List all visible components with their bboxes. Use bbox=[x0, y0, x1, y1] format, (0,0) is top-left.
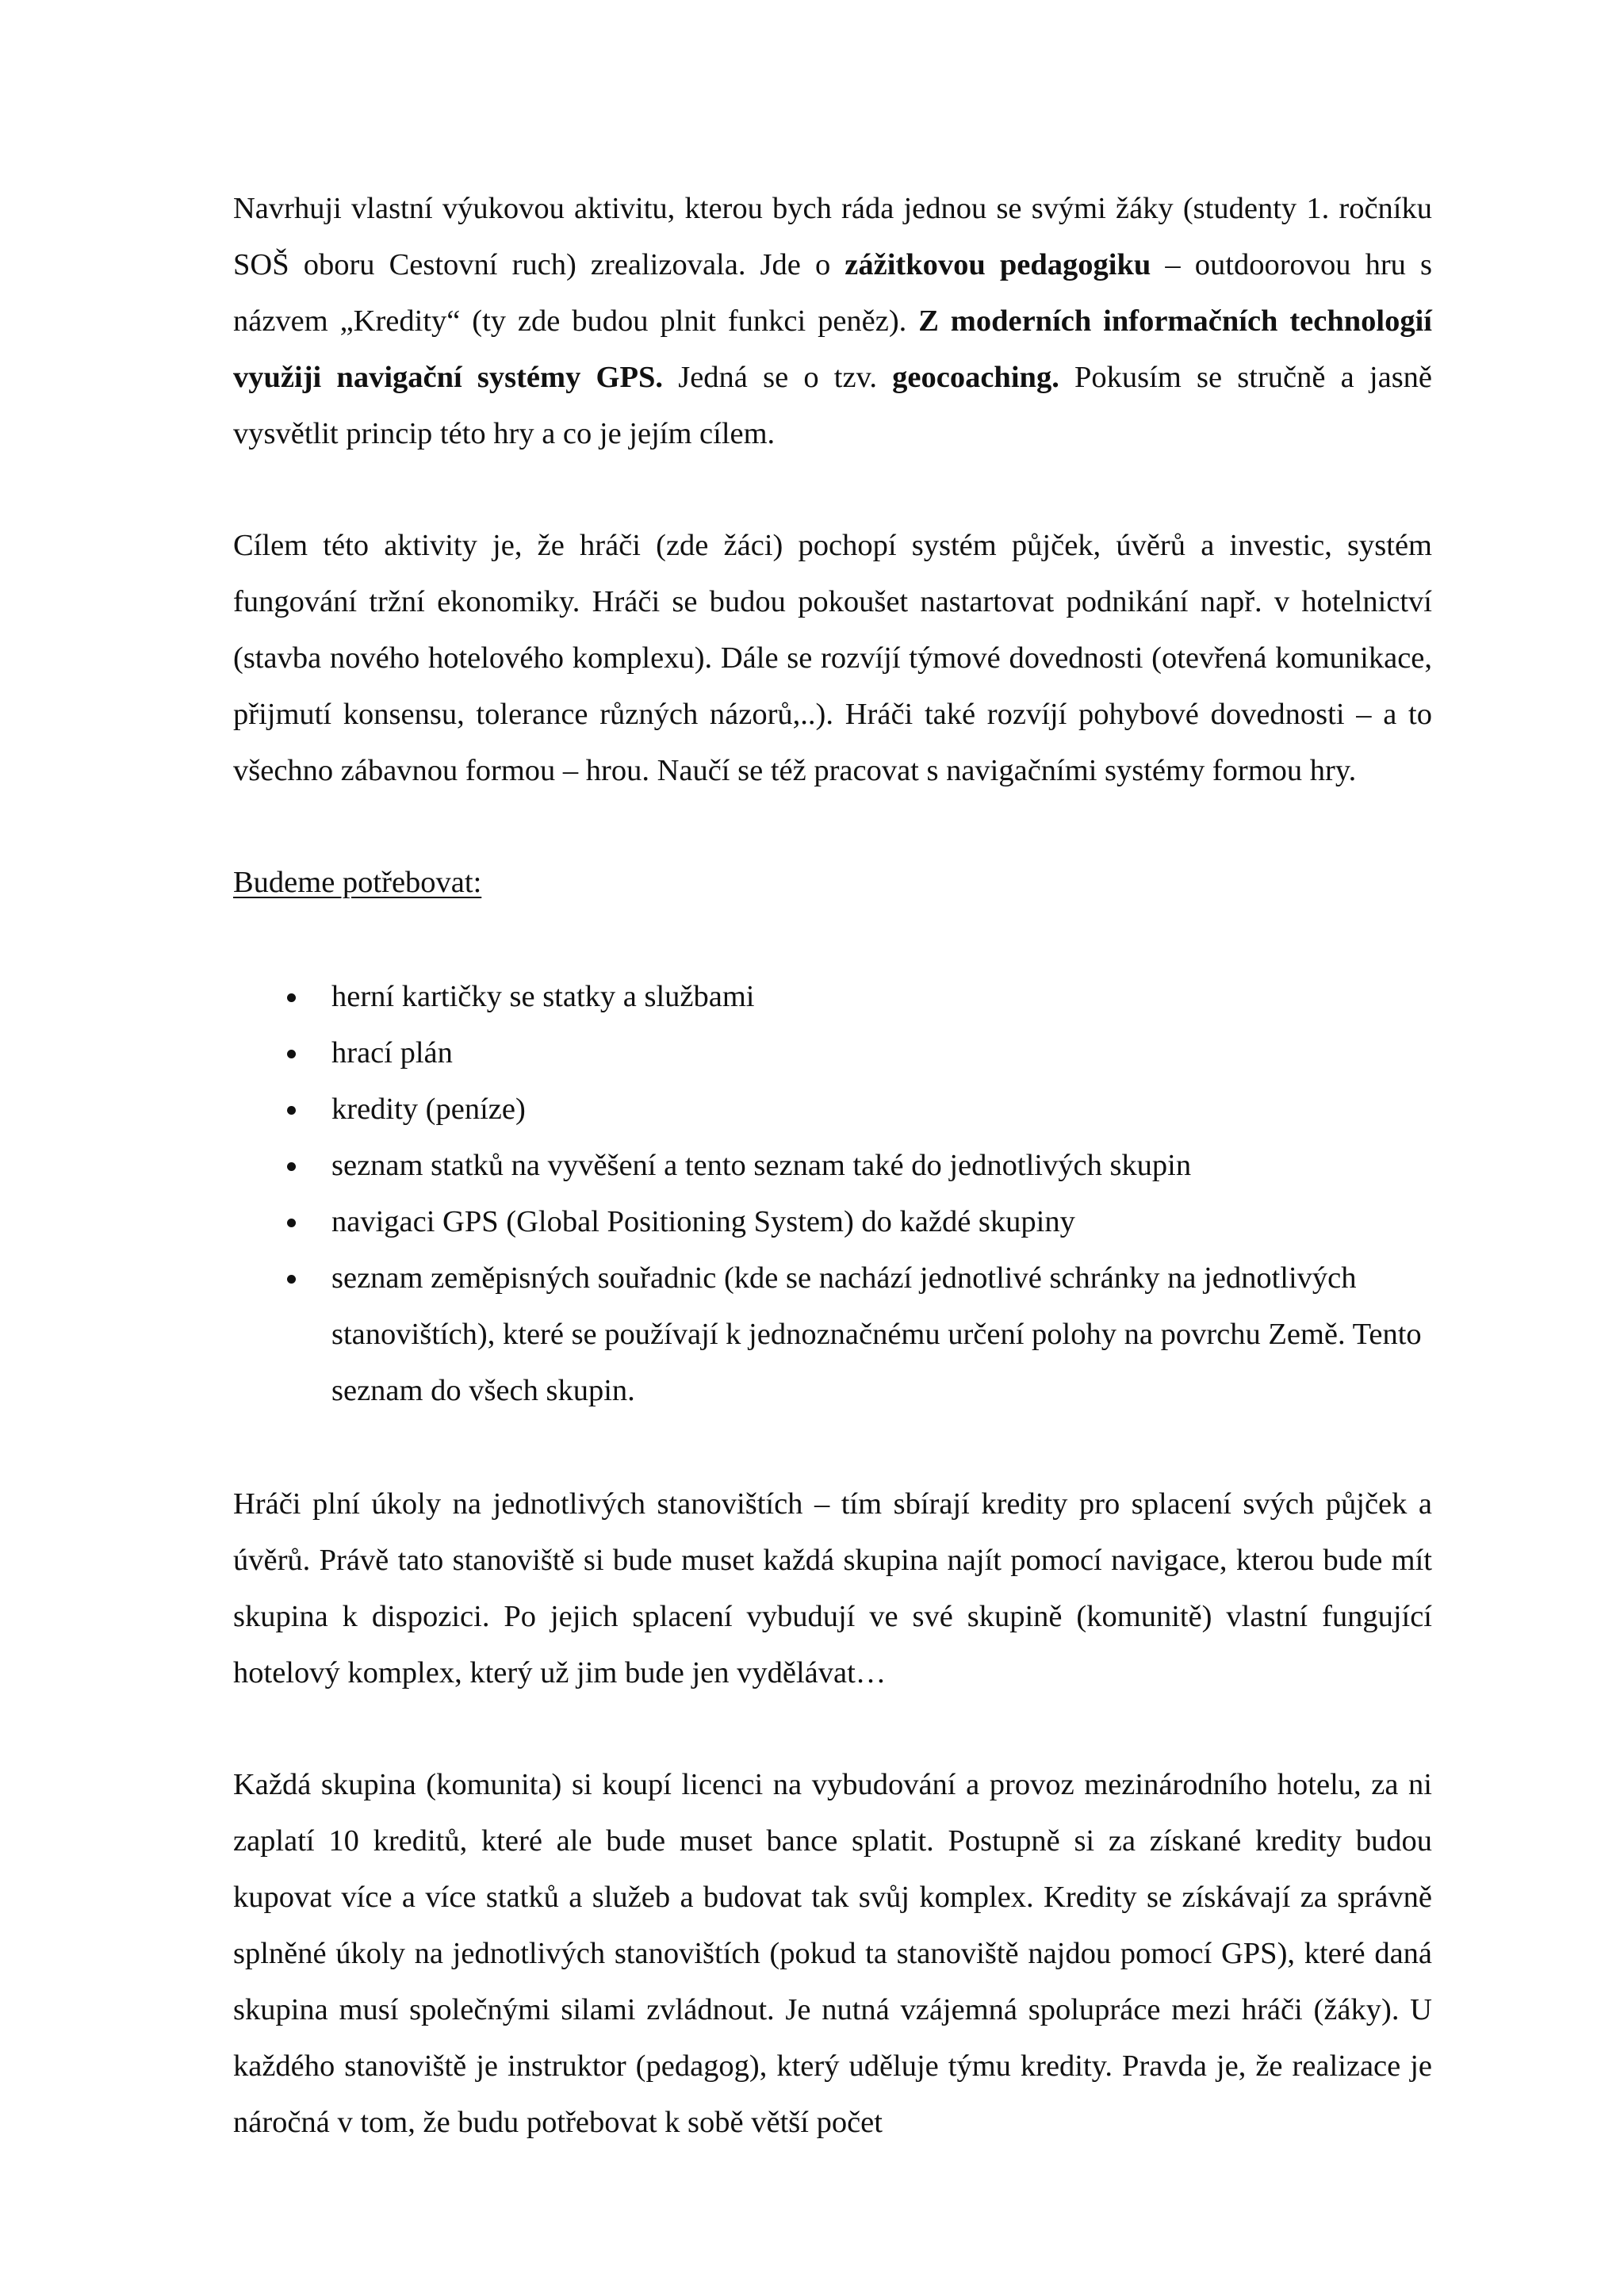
intro-bold-experiential-pedagogy: zážitkovou pedagogiku bbox=[845, 248, 1151, 281]
list-item-text: navigaci GPS (Global Positioning System) do každé skupiny bbox=[331, 1205, 1075, 1238]
intro-text-2: – outdoorovou hru s názvem „Kredity“ (ty zde budou plnit funkci peněz). bbox=[233, 248, 1432, 338]
list-item-text: hrací plán bbox=[331, 1036, 453, 1070]
bullet-icon bbox=[287, 993, 296, 1002]
list-item bbox=[233, 1138, 1432, 1194]
list-item bbox=[233, 969, 1432, 1025]
bullet-icon bbox=[287, 1162, 296, 1171]
paragraph-intro bbox=[233, 181, 1432, 462]
bullet-icon bbox=[287, 1275, 296, 1284]
paragraph-tasks: Hráči plní úkoly na jednotlivých stanovištích – tím sbírají kredity pro splacení svých půjček a úvěrů. Právě tato stanoviště si bude muset každá skupina najít pomocí navigace, kterou bude mít skupina k dispozici. Po jejich splacení vybudují ve své skupině (komunitě) vlastní fungující hotelový komplex, který už jim bude jen vydělávat… bbox=[233, 1487, 1432, 1689]
intro-bold-gps-technology: Z moderních informačních technologií využiji navigační systémy GPS. bbox=[233, 304, 1432, 394]
bullet-icon bbox=[287, 1219, 296, 1227]
list-item-text: seznam zeměpisných souřadnic (kde se nachází jednotlivé schránky na jednotlivých stanovištích), které se používají k jednoznačnému určení polohy na povrchu Země. Tento seznam do všech skupin. bbox=[331, 1261, 1422, 1407]
needs-heading-text: Budeme potřebovat: bbox=[233, 866, 482, 899]
paragraph-licence: Každá skupina (komunita) si koupí licenci na vybudování a provoz mezinárodního hotelu, za ni zaplatí 10 kreditů, které ale bude muset bance splatit. Postupně si za získané kredity budou kupovat více a více statků a služeb a budovat tak svůj komplex. Kredity se získávají za správně splněné úkoly na jednotlivých stanovištích (pokud ta stanoviště najdou pomocí GPS), které daná skupina musí společnými silami zvládnout. Je nutná vzájemná spolupráce mezi hráči (žáky). U každého stanoviště je instruktor (pedagog), který uděluje týmu kredity. Pravda je, že realizace je náročná v tom, že budu potřebovat k sobě větší počet bbox=[233, 1768, 1432, 2139]
list-item bbox=[233, 1194, 1432, 1250]
paragraph-goal: Cílem této aktivity je, že hráči (zde žáci) pochopí systém půjček, úvěrů a investic, systém fungování tržní ekonomiky. Hráči se budou pokoušet nastartovat podnikání např. v hotelnictví (stavba nového hotelového komplexu). Dále se rozvíjí týmové dovednosti (otevřená komunikace, přijmutí konsensu, tolerance různých názorů,..). Hráči také rozvíjí pohybové dovednosti – a to všechno zábavnou formou – hrou. Naučí se též pracovat s navigačními systémy formou hry. bbox=[233, 529, 1432, 787]
list-item-text: herní kartičky se statky a službami bbox=[331, 980, 755, 1013]
intro-text-4: Pokusím se stručně a jasně vysvětlit princip této hry a co je jejím cílem. bbox=[233, 361, 1433, 450]
bullet-icon bbox=[287, 1050, 296, 1058]
intro-text-3: Jedná se o tzv. bbox=[663, 361, 893, 394]
list-item bbox=[233, 1081, 1432, 1138]
needs-list bbox=[233, 969, 1432, 1419]
intro-bold-geocoaching: geocoaching. bbox=[892, 361, 1059, 394]
bullet-icon bbox=[287, 1106, 296, 1115]
list-item-text: kredity (peníze) bbox=[331, 1093, 526, 1126]
needs-heading bbox=[233, 855, 1432, 911]
list-item-text: seznam statků na vyvěšení a tento seznam také do jednotlivých skupin bbox=[331, 1149, 1192, 1182]
list-item bbox=[233, 1025, 1432, 1081]
list-item bbox=[233, 1250, 1432, 1419]
intro-text-1: Navrhuji vlastní výukovou aktivitu, kterou bych ráda jednou se svými žáky (studenty 1. ročníku SOŠ oboru Cestovní ruch) zrealizovala. Jde o bbox=[233, 192, 1432, 281]
document-body bbox=[233, 181, 1432, 2151]
